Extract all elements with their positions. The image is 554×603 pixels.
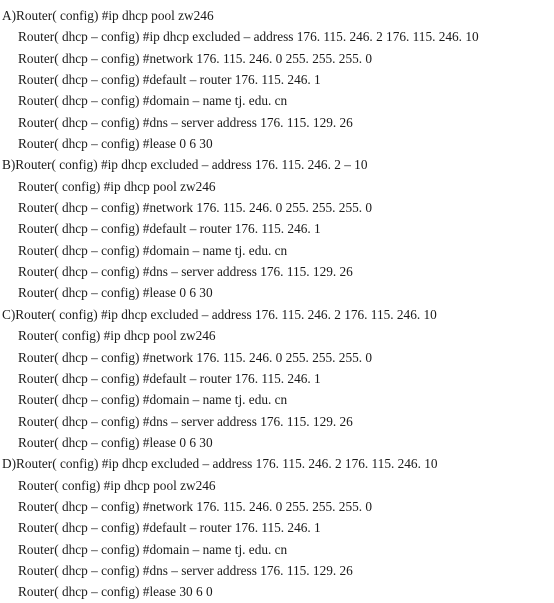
option-c — [2, 304, 552, 453]
option-b — [2, 154, 552, 303]
command-line: Router( dhcp – config) #lease 30 6 0 — [18, 584, 213, 600]
command-line: Router( dhcp – config) #network 176. 115. 246. 0 255. 255. 255. 0 — [18, 50, 373, 66]
command-line: Router( dhcp – config) #default – router 176. 115. 246. 1 — [18, 370, 321, 386]
command-line: Router( dhcp – config) #dns – server address 176. 115. 129. 26 — [18, 114, 353, 130]
command-line: Router( config) #ip dhcp pool zw246 — [18, 328, 216, 344]
option-letter: B) — [2, 157, 16, 173]
command-text: Router( config) #ip dhcp pool zw246 — [16, 8, 214, 23]
command-line: Router( dhcp – config) #network 176. 115. 246. 0 255. 255. 255. 0 — [18, 498, 373, 514]
command-line: Router( dhcp – config) #default – router 176. 115. 246. 1 — [18, 520, 321, 536]
option-letter: C) — [2, 306, 16, 322]
command-line: Router( dhcp – config) #default – router 176. 115. 246. 1 — [18, 72, 321, 88]
command-text: Router( config) #ip dhcp excluded – address 176. 115. 246. 2 176. 115. 246. 10 — [16, 456, 438, 472]
command-line: Router( dhcp – config) #lease 0 6 30 — [18, 285, 213, 301]
option-line — [2, 453, 552, 474]
command-text: Router( config) #ip dhcp excluded – address 176. 115. 246. 2 – 10 — [15, 157, 368, 173]
answer-options — [2, 5, 552, 603]
option-line — [2, 304, 552, 325]
command-text: Router( config) #ip dhcp excluded – address 176. 115. 246. 2 176. 115. 246. 10 — [15, 306, 437, 322]
command-line: Router( dhcp – config) #lease 0 6 30 — [18, 434, 213, 450]
command-line: Router( dhcp – config) #domain – name tj. edu. cn — [18, 93, 288, 109]
option-line — [2, 154, 552, 175]
option-letter: D) — [2, 456, 17, 472]
option-d — [2, 453, 552, 602]
command-line: Router( config) #ip dhcp pool zw246 — [18, 477, 216, 493]
option-line — [2, 5, 552, 26]
command-line: Router( dhcp – config) #domain – name tj. edu. cn — [18, 392, 288, 408]
command-line: Router( dhcp – config) #lease 0 6 30 — [18, 136, 213, 152]
command-line: Router( dhcp – config) #default – router 176. 115. 246. 1 — [18, 221, 321, 237]
command-line: Router( dhcp – config) #network 176. 115. 246. 0 255. 255. 255. 0 — [18, 200, 373, 216]
command-line: Router( config) #ip dhcp pool zw246 — [18, 178, 216, 194]
command-line: Router( dhcp – config) #ip dhcp excluded – address 176. 115. 246. 2 176. 115. 246. 10 — [18, 29, 479, 45]
command-line: Router( dhcp – config) #dns – server address 176. 115. 129. 26 — [18, 413, 353, 429]
command-line: Router( dhcp – config) #dns – server address 176. 115. 129. 26 — [18, 264, 353, 280]
command-line: Router( dhcp – config) #domain – name tj. edu. cn — [18, 242, 288, 258]
option-letter: A) — [2, 8, 17, 23]
command-line: Router( dhcp – config) #domain – name tj. edu. cn — [18, 541, 288, 557]
option-a — [2, 5, 552, 154]
command-line: Router( dhcp – config) #dns – server address 176. 115. 129. 26 — [18, 562, 353, 578]
command-line: Router( dhcp – config) #network 176. 115. 246. 0 255. 255. 255. 0 — [18, 349, 373, 365]
